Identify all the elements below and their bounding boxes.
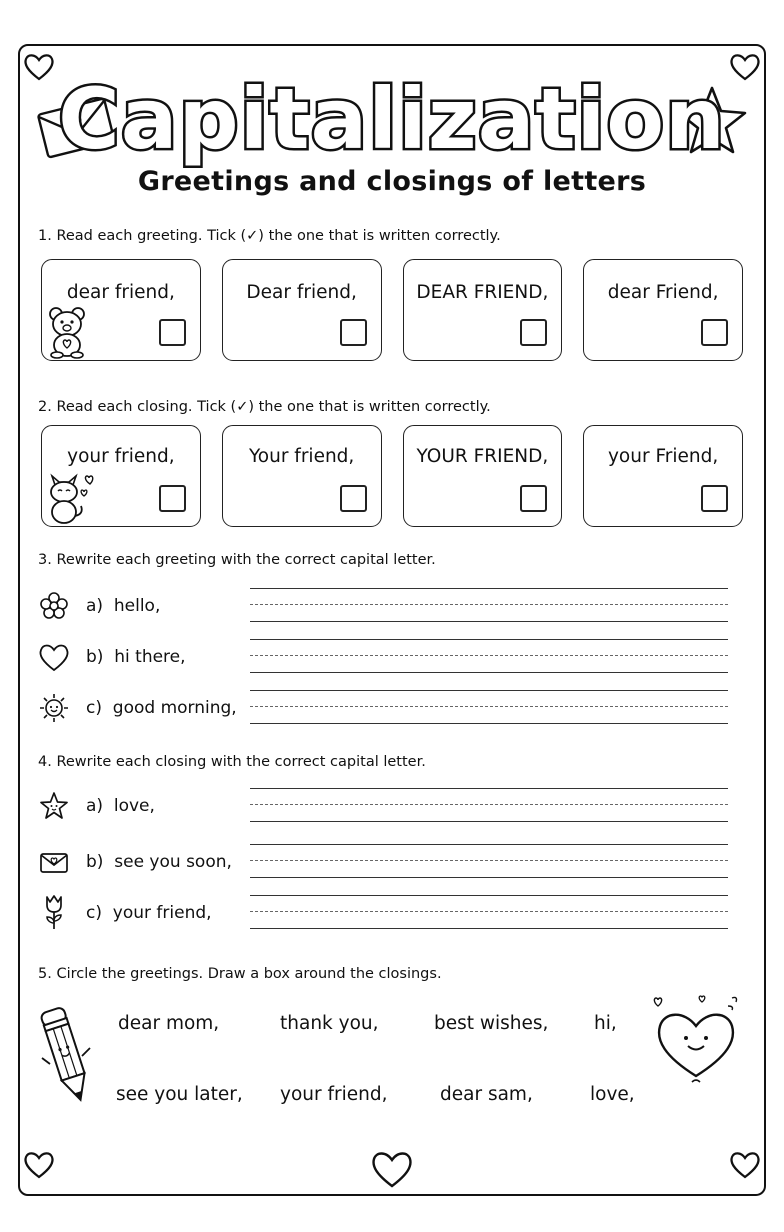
sort-word[interactable]: dear sam, xyxy=(440,1084,533,1105)
greeting-option-card[interactable] xyxy=(222,259,382,361)
handwriting-lines[interactable] xyxy=(250,786,728,832)
item-letter: c) xyxy=(86,698,102,718)
rewrite-item-label xyxy=(86,796,155,816)
closing-option-card[interactable] xyxy=(41,425,201,527)
corner-heart-icon xyxy=(22,1150,56,1180)
item-letter: b) xyxy=(86,852,104,872)
rewrite-row xyxy=(38,637,738,683)
sort-word[interactable]: see you later, xyxy=(116,1084,243,1105)
sort-word[interactable]: hi, xyxy=(594,1013,617,1034)
closing-option-card[interactable] xyxy=(403,425,563,527)
handwriting-lines[interactable] xyxy=(250,586,728,632)
corner-heart-icon xyxy=(728,1150,762,1180)
cat-icon xyxy=(44,470,90,524)
handwriting-lines[interactable] xyxy=(250,637,728,683)
handwriting-lines[interactable] xyxy=(250,688,728,734)
tulip-icon xyxy=(38,891,70,931)
greeting-option-card[interactable] xyxy=(583,259,743,361)
sort-word[interactable]: thank you, xyxy=(280,1013,379,1034)
rewrite-row xyxy=(38,786,738,832)
sort-word[interactable]: dear mom, xyxy=(118,1013,220,1034)
corner-heart-icon xyxy=(728,52,762,82)
rewrite-item-label xyxy=(86,852,232,872)
item-text: love, xyxy=(113,796,155,816)
flower-icon xyxy=(38,590,70,622)
bottom-heart-icon xyxy=(370,1148,414,1190)
section5-instruction: 5. Circle the greetings. Draw a box around the closings. xyxy=(38,966,442,982)
handwriting-lines[interactable] xyxy=(250,893,728,939)
greeting-option-text: dear Friend, xyxy=(607,282,719,303)
item-text: hello, xyxy=(113,596,161,616)
section4-instruction: 4. Rewrite each closing with the correct capital letter. xyxy=(38,754,426,770)
sun-icon xyxy=(38,692,70,724)
greeting-option-text: DEAR FRIEND, xyxy=(416,282,549,303)
rewrite-item-label xyxy=(86,903,212,923)
rewrite-row xyxy=(38,893,738,939)
rewrite-item-label xyxy=(86,647,186,667)
closing-option-text: YOUR FRIEND, xyxy=(416,446,549,467)
tick-checkbox[interactable] xyxy=(340,485,367,512)
rewrite-row xyxy=(38,586,738,632)
item-letter: a) xyxy=(86,596,104,616)
item-text: good morning, xyxy=(112,698,237,718)
tick-checkbox[interactable] xyxy=(701,319,728,346)
section1-instruction: 1. Read each greeting. Tick (✓) the one that is written correctly. xyxy=(38,228,501,244)
item-letter: c) xyxy=(86,903,102,923)
sort-word[interactable]: your friend, xyxy=(280,1084,388,1105)
section3-instruction: 3. Rewrite each greeting with the correct capital letter. xyxy=(38,552,436,568)
closing-option-text: Your friend, xyxy=(248,446,355,467)
closing-option-card[interactable] xyxy=(222,425,382,527)
tick-checkbox[interactable] xyxy=(159,319,186,346)
sort-word[interactable]: love, xyxy=(590,1084,635,1105)
item-letter: b) xyxy=(86,647,104,667)
closing-option-text: your Friend, xyxy=(607,446,719,467)
rewrite-row xyxy=(38,688,738,734)
closing-option-card[interactable] xyxy=(583,425,743,527)
rewrite-row xyxy=(38,842,738,888)
sort-word[interactable]: best wishes, xyxy=(434,1013,549,1034)
page-subtitle: Greetings and closings of letters xyxy=(137,166,647,197)
star-icon xyxy=(38,790,70,822)
page-title xyxy=(58,62,726,172)
handwriting-lines[interactable] xyxy=(250,842,728,888)
closing-options xyxy=(41,425,743,527)
envelope-icon xyxy=(38,846,70,878)
greeting-options xyxy=(41,259,743,361)
greeting-option-card[interactable] xyxy=(41,259,201,361)
greeting-option-text: Dear friend, xyxy=(246,282,357,303)
tick-checkbox[interactable] xyxy=(159,485,186,512)
rewrite-item-label xyxy=(86,596,160,616)
rewrite-item-label xyxy=(86,698,237,718)
tick-checkbox[interactable] xyxy=(701,485,728,512)
tick-checkbox[interactable] xyxy=(520,485,547,512)
corner-heart-icon xyxy=(22,52,56,82)
item-text: see you soon, xyxy=(114,852,232,872)
greeting-option-text: dear friend, xyxy=(66,282,175,303)
tick-checkbox[interactable] xyxy=(340,319,367,346)
heart-icon xyxy=(38,641,70,673)
teddy-bear-icon xyxy=(44,304,90,358)
tick-checkbox[interactable] xyxy=(520,319,547,346)
title-text: Capitalization xyxy=(58,70,726,168)
heart-face-icon xyxy=(644,990,748,1090)
pencil-icon xyxy=(34,1000,98,1110)
item-text: your friend, xyxy=(112,903,212,923)
closing-option-text: your friend, xyxy=(67,446,175,467)
greeting-option-card[interactable] xyxy=(403,259,563,361)
section2-instruction: 2. Read each closing. Tick (✓) the one that is written correctly. xyxy=(38,399,491,415)
item-text: hi there, xyxy=(114,647,186,667)
item-letter: a) xyxy=(86,796,104,816)
